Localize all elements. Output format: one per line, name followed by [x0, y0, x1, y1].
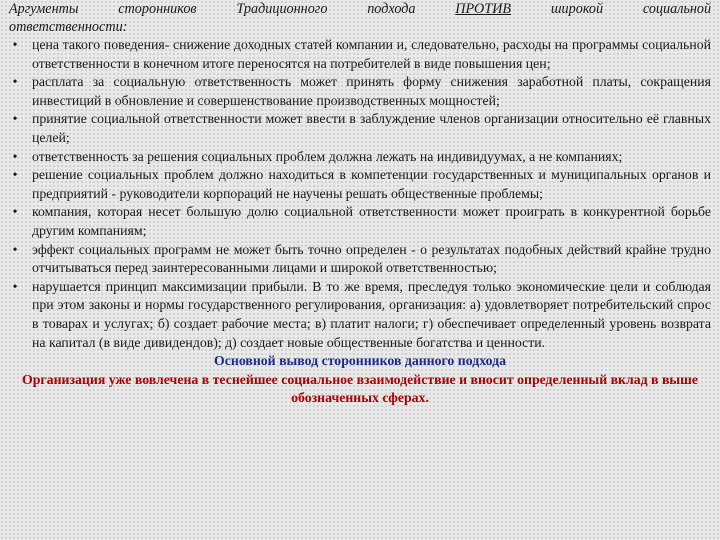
title-word: Аргументы: [9, 1, 79, 17]
bullet-icon: •: [12, 74, 18, 90]
bullet-icon: •: [12, 278, 18, 294]
argument-text: эффект социальных программ не может быть точно определен - о результатах подобных действий крайне трудно отчитываться перед заинтересованными лицами и широкой ответственностью;: [32, 241, 711, 276]
argument-text: компания, которая несет большую долю социальной ответственности может проиграть в конкурентной борьбе другим компаниям;: [32, 204, 711, 238]
title-word: социальной: [642, 1, 712, 17]
bullet-icon: •: [12, 241, 18, 257]
list-item: [9, 73, 711, 110]
list-item: [9, 203, 711, 240]
list-item: [9, 148, 711, 167]
title-line-2: ответственности:: [9, 18, 128, 35]
argument-text: расплата за социальную ответственность может принять форму снижения заработной платы, сокращения инвестиций в обновление и совершенствование производственных мощностей;: [32, 74, 711, 108]
bullet-icon: •: [12, 111, 18, 127]
argument-text: нарушается принцип максимизации прибыли. В то же время, преследуя только экономические цели и соблюдая при этом законы и нормы государственного регулирования, организация: а) удовлетворяет потребительский спрос в товарах и услугах; б) создает рабочие места; в) платит налоги; г) обеспечивает определенный уровень возврата на капитал (в виде дивидендов); д) создает новые общественные богатства и ценности.: [32, 278, 711, 350]
title-word: Традиционного: [236, 1, 328, 17]
list-item: [9, 241, 711, 278]
title-word: широкой: [550, 1, 604, 17]
argument-text: принятие социальной ответственности может ввести в заблуждение членов организации относительно её главных целей;: [32, 111, 711, 145]
argument-text: цена такого поведения- снижение доходных статей компании и, следовательно, расходы на программы социальной ответственности в конечном итоге переносятся на потребителей в виде повышения цен;: [32, 37, 711, 71]
list-item: [9, 36, 711, 73]
title-word-emphasis: ПРОТИВ: [455, 1, 512, 17]
title-word: сторонников: [118, 1, 197, 17]
conclusion-heading: Основной вывод сторонников данного подхода: [214, 353, 506, 369]
bullet-icon: •: [12, 148, 18, 164]
bullet-icon: •: [12, 204, 18, 220]
argument-text: ответственность за решения социальных проблем должна лежать на индивидуумах, а не компаниях;: [32, 148, 623, 164]
title-line: [9, 1, 711, 19]
bullet-icon: •: [12, 167, 18, 183]
list-item: [9, 110, 711, 147]
bullet-icon: •: [12, 37, 18, 52]
list-item: [9, 166, 711, 203]
conclusion-text: Организация уже вовлечена в теснейшее социальное взаимодействие и вносит определенный вклад в выше обозначенных сферах.: [22, 371, 698, 406]
list-item: [9, 278, 711, 352]
arguments-list: [9, 36, 711, 352]
argument-text: решение социальных проблем должно находиться в компетенции государственных и муниципальных органов и предприятий - руководители корпораций не научены решать общественные проблемы;: [32, 167, 711, 201]
title-word: подхода: [367, 1, 416, 17]
